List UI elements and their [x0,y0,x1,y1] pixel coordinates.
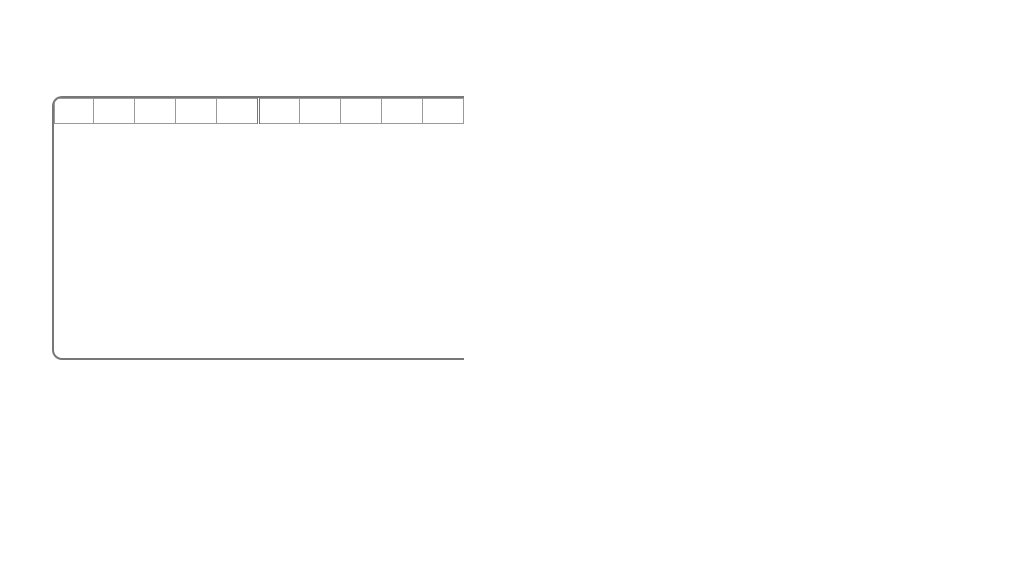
coordinate-plane [470,40,990,450]
col-y8-2 [340,99,381,124]
col-y8 [135,99,176,124]
points-table [52,96,464,360]
col-x10 [176,99,217,124]
col-number [55,99,94,124]
col-y10-2 [422,99,463,124]
col-x8-2 [299,99,340,124]
task-statement [60,12,470,29]
col-y10 [217,99,259,124]
table-header-row [55,99,464,124]
col-x10-2 [381,99,422,124]
col-number-2 [259,99,299,124]
col-x8 [94,99,135,124]
